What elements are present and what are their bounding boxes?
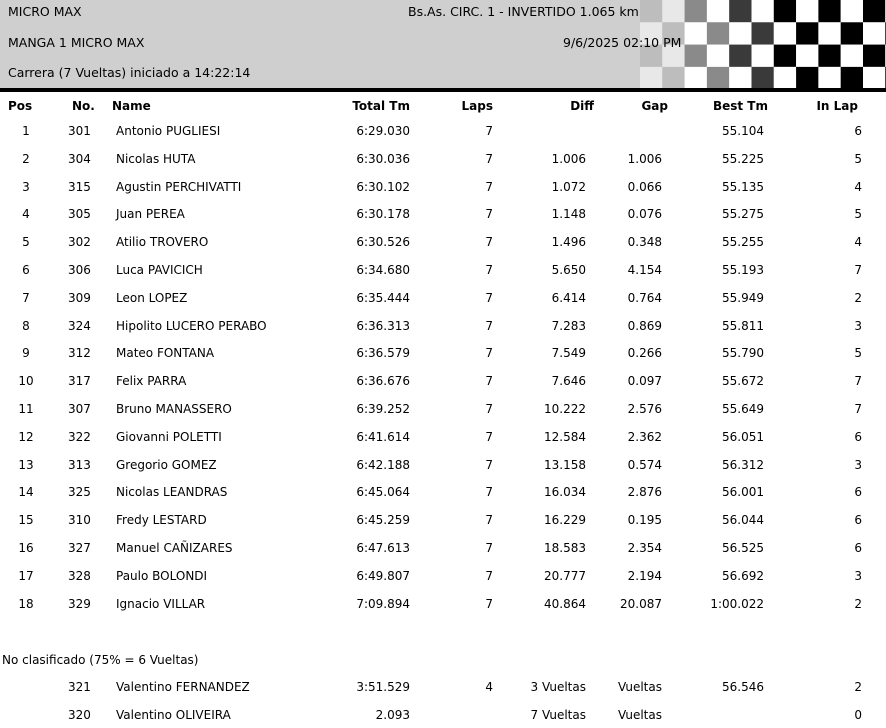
- cell-diff: 7.283: [551, 318, 586, 333]
- cell-name: Gregorio GOMEZ: [116, 457, 217, 472]
- cell-diff: 1.496: [551, 235, 586, 250]
- cell-pos: 17: [18, 568, 34, 583]
- results-header: [0, 0, 886, 88]
- cell-laps: 7: [485, 318, 493, 333]
- cell-best: 55.649: [722, 402, 764, 416]
- session-date-time: 9/6/2025 02:10 PM: [563, 35, 682, 50]
- col-gap: Gap: [641, 99, 668, 113]
- cell-gap: 4.154: [627, 263, 662, 277]
- cell-pos: 14: [18, 485, 34, 500]
- cell-best: 55.225: [722, 151, 764, 166]
- cell-best: 55.255: [722, 235, 764, 250]
- cell-pos: 1: [22, 124, 30, 138]
- col-pos: Pos: [8, 99, 33, 113]
- cell-gap: 0.195: [627, 513, 662, 528]
- cell-total: 6:45.064: [356, 485, 410, 500]
- cell-inlap: 5: [854, 346, 862, 361]
- cell-total: 2.093: [375, 708, 410, 722]
- cell-name: Bruno MANASSERO: [116, 402, 232, 416]
- cell-inlap: 2: [854, 680, 862, 694]
- cell-pos: 7: [22, 290, 30, 305]
- cell-gap: 1.006: [627, 151, 662, 166]
- cell-pos: 15: [18, 513, 34, 528]
- cell-diff: 1.072: [551, 179, 586, 194]
- cell-total: 6:36.676: [356, 374, 410, 389]
- cell-laps: 7: [485, 457, 493, 472]
- cell-inlap: 6: [854, 124, 862, 138]
- cell-total: 6:36.313: [356, 318, 410, 333]
- cell-total: 6:45.259: [356, 513, 410, 528]
- cell-best: 56.044: [722, 513, 764, 528]
- cell-best: 1:00.022: [710, 596, 764, 611]
- cell-gap: 0.764: [627, 290, 662, 305]
- cell-total: 6:41.614: [356, 429, 410, 444]
- cell-no: 302: [68, 235, 91, 250]
- cell-laps: 7: [485, 374, 493, 389]
- cell-diff: 7.549: [551, 346, 586, 361]
- cell-inlap: 0: [854, 708, 862, 722]
- col-name: Name: [112, 99, 151, 113]
- cell-name: Giovanni POLETTI: [116, 429, 222, 444]
- cell-gap: 2.876: [627, 485, 662, 500]
- cell-diff: 7.646: [551, 374, 586, 389]
- cell-inlap: 4: [854, 179, 862, 194]
- cell-pos: 18: [18, 596, 34, 611]
- cell-no: 301: [68, 124, 91, 138]
- cell-total: 6:47.613: [356, 541, 410, 555]
- cell-pos: 13: [18, 457, 34, 472]
- cell-pos: 9: [22, 346, 30, 361]
- cell-no: 321: [68, 680, 91, 694]
- cell-best: 55.790: [722, 346, 764, 361]
- cell-pos: 12: [18, 429, 34, 444]
- cell-total: 7:09.894: [356, 596, 410, 611]
- cell-diff: 6.414: [551, 290, 586, 305]
- cell-best: 56.692: [722, 568, 764, 583]
- cell-name: Atilio TROVERO: [116, 235, 209, 250]
- cell-pos: 10: [18, 374, 34, 389]
- cell-laps: 7: [485, 207, 493, 222]
- cell-diff: 5.650: [551, 263, 586, 277]
- cell-diff: 20.777: [544, 568, 586, 583]
- cell-best: 55.949: [722, 290, 764, 305]
- cell-total: 6:30.102: [356, 179, 410, 194]
- cell-pos: 5: [22, 235, 30, 250]
- session-name: MANGA 1 MICRO MAX: [8, 35, 145, 50]
- cell-diff: 13.158: [544, 457, 586, 472]
- cell-best: 56.001: [722, 485, 764, 500]
- cell-total: 6:34.680: [356, 263, 410, 277]
- cell-gap: Vueltas: [617, 680, 662, 694]
- cell-best: 55.193: [722, 263, 764, 277]
- cell-no: 310: [68, 513, 91, 528]
- cell-pos: 2: [22, 151, 30, 166]
- cell-no: 327: [68, 541, 91, 555]
- cell-no: 306: [68, 263, 91, 277]
- cell-gap: 2.194: [627, 568, 662, 583]
- cell-diff: 16.229: [544, 513, 586, 528]
- cell-gap: 0.574: [627, 457, 662, 472]
- cell-inlap: 4: [854, 235, 862, 250]
- cell-pos: 8: [22, 318, 30, 333]
- cell-gap: 20.087: [620, 596, 662, 611]
- cell-total: 6:36.579: [356, 346, 410, 361]
- header-divider: [0, 88, 886, 92]
- cell-gap: 0.869: [627, 318, 662, 333]
- cell-laps: 7: [485, 568, 493, 583]
- cell-pos: 11: [18, 402, 34, 416]
- cell-gap: 0.348: [627, 235, 662, 250]
- cell-best: 55.811: [722, 318, 764, 333]
- cell-laps: 7: [485, 124, 493, 138]
- cell-name: Valentino OLIVEIRA: [116, 708, 231, 722]
- cell-no: 315: [68, 179, 91, 194]
- cell-pos: 6: [22, 263, 30, 277]
- cell-total: 6:30.036: [356, 151, 410, 166]
- cell-best: 55.672: [722, 374, 764, 389]
- cell-inlap: 6: [854, 541, 862, 555]
- cell-inlap: 5: [854, 151, 862, 166]
- cell-inlap: 6: [854, 513, 862, 528]
- cell-gap: 0.266: [627, 346, 662, 361]
- cell-no: 312: [68, 346, 91, 361]
- cell-inlap: 6: [854, 429, 862, 444]
- cell-gap: 0.066: [627, 179, 662, 194]
- cell-name: Fredy LESTARD: [116, 513, 207, 528]
- cell-gap: 2.362: [627, 429, 662, 444]
- cell-laps: 7: [485, 541, 493, 555]
- col-laps: Laps: [461, 99, 493, 113]
- race-info: Carrera (7 Vueltas) iniciado a 14:22:14: [8, 65, 251, 80]
- cell-total: 6:29.030: [356, 124, 410, 138]
- cell-laps: 7: [485, 235, 493, 250]
- cell-total: 6:30.178: [356, 207, 410, 222]
- cell-gap: 0.076: [627, 207, 662, 222]
- cell-best: 56.312: [722, 457, 764, 472]
- cell-inlap: 7: [854, 374, 862, 389]
- cell-laps: 7: [485, 151, 493, 166]
- cell-laps: 7: [485, 513, 493, 528]
- not-classified-label: No clasificado (75% = 6 Vueltas): [2, 653, 199, 667]
- cell-diff: 7 Vueltas: [530, 708, 586, 722]
- cell-pos: 4: [22, 207, 30, 222]
- cell-no: 317: [68, 374, 91, 389]
- cell-name: Nicolas HUTA: [116, 151, 196, 166]
- col-no: No.: [72, 99, 95, 113]
- cell-diff: 12.584: [544, 429, 586, 444]
- cell-diff: 1.148: [551, 207, 586, 222]
- cell-best: 56.525: [722, 541, 764, 555]
- cell-inlap: 5: [854, 207, 862, 222]
- cell-diff: 10.222: [544, 402, 586, 416]
- cell-total: 6:42.188: [356, 457, 410, 472]
- cell-no: 328: [68, 568, 91, 583]
- cell-pos: 16: [18, 541, 34, 555]
- cell-best: 55.275: [722, 207, 764, 222]
- cell-no: 304: [68, 151, 91, 166]
- cell-gap: 0.097: [627, 374, 662, 389]
- cell-name: Valentino FERNANDEZ: [116, 680, 250, 694]
- cell-laps: 7: [485, 429, 493, 444]
- cell-inlap: 7: [854, 402, 862, 416]
- cell-name: Leon LOPEZ: [116, 290, 188, 305]
- cell-name: Agustin PERCHIVATTI: [116, 179, 242, 194]
- cell-no: 322: [68, 429, 91, 444]
- col-total: Total Tm: [352, 99, 410, 113]
- cell-best: 56.546: [722, 680, 764, 694]
- cell-inlap: 6: [854, 485, 862, 500]
- cell-name: Nicolas LEANDRAS: [116, 485, 228, 500]
- cell-name: Hipolito LUCERO PERABO: [116, 318, 267, 333]
- cell-diff: 16.034: [544, 485, 586, 500]
- cell-no: 325: [68, 485, 91, 500]
- cell-name: Antonio PUGLIESI: [116, 124, 221, 138]
- cell-inlap: 3: [854, 457, 862, 472]
- cell-total: 6:39.252: [356, 402, 410, 416]
- cell-best: 56.051: [722, 429, 764, 444]
- circuit-name: Bs.As. CIRC. 1 - INVERTIDO 1.065 km: [408, 4, 639, 19]
- cell-inlap: 2: [854, 290, 862, 305]
- cell-no: 307: [68, 402, 91, 416]
- col-inlap: In Lap: [816, 99, 858, 113]
- cell-name: Juan PEREA: [116, 207, 185, 222]
- cell-laps: 4: [485, 680, 493, 694]
- cell-diff: 18.583: [544, 541, 586, 555]
- cell-laps: 7: [485, 179, 493, 194]
- cell-diff: 3 Vueltas: [530, 680, 586, 694]
- cell-laps: 7: [485, 402, 493, 416]
- col-best: Best Tm: [712, 99, 768, 113]
- cell-laps: 7: [485, 290, 493, 305]
- cell-no: 309: [68, 290, 91, 305]
- cell-total: 6:35.444: [356, 290, 410, 305]
- cell-pos: 3: [22, 179, 30, 194]
- cell-name: Luca PAVICICH: [116, 263, 203, 277]
- cell-name: Mateo FONTANA: [116, 346, 215, 361]
- cell-laps: 7: [485, 346, 493, 361]
- cell-no: 313: [68, 457, 91, 472]
- cell-total: 3:51.529: [356, 680, 410, 694]
- cell-no: 305: [68, 207, 91, 222]
- class-name: MICRO MAX: [8, 4, 82, 19]
- cell-laps: 7: [485, 263, 493, 277]
- cell-best: 55.135: [722, 179, 764, 194]
- cell-name: Paulo BOLONDI: [116, 568, 208, 583]
- cell-name: Manuel CAÑIZARES: [116, 541, 233, 555]
- cell-total: 6:30.526: [356, 235, 410, 250]
- cell-inlap: 3: [854, 568, 862, 583]
- cell-inlap: 7: [854, 263, 862, 277]
- cell-laps: 7: [485, 596, 493, 611]
- cell-no: 329: [68, 596, 91, 611]
- cell-diff: 40.864: [544, 596, 586, 611]
- cell-name: Felix PARRA: [116, 374, 187, 389]
- cell-best: 55.104: [722, 124, 764, 138]
- cell-gap: 2.354: [627, 541, 662, 555]
- cell-laps: 7: [485, 485, 493, 500]
- cell-inlap: 2: [854, 596, 862, 611]
- cell-name: Ignacio VILLAR: [116, 596, 206, 611]
- cell-gap: Vueltas: [617, 708, 662, 722]
- cell-no: 320: [68, 708, 91, 722]
- col-diff: Diff: [570, 99, 594, 113]
- cell-total: 6:49.807: [356, 568, 410, 583]
- cell-diff: 1.006: [551, 151, 586, 166]
- cell-inlap: 3: [854, 318, 862, 333]
- cell-no: 324: [68, 318, 91, 333]
- cell-gap: 2.576: [627, 402, 662, 416]
